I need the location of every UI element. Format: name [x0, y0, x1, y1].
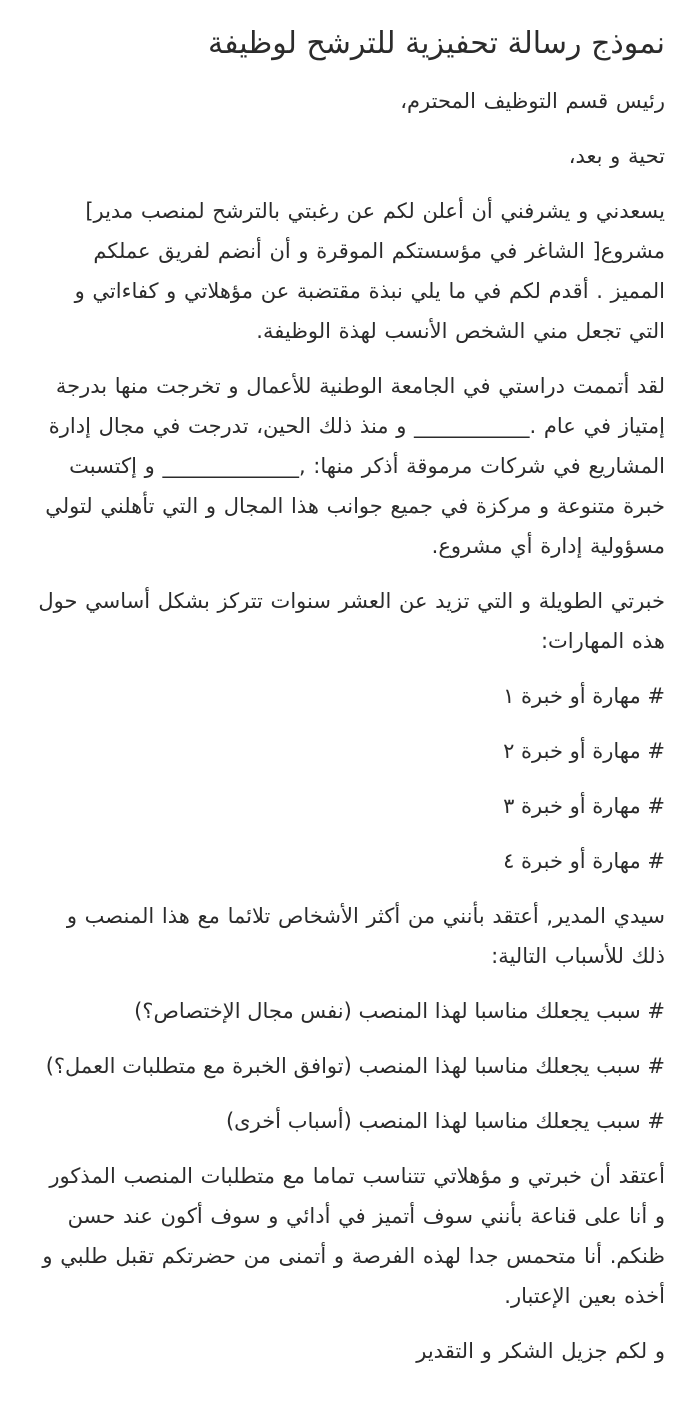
reason-item-2: # سبب يجعلك مناسبا لهذا المنصب (توافق الخبرة مع متطلبات العمل؟) [45, 1054, 665, 1078]
skill-item-1: # مهارة أو خبرة ١ [503, 684, 665, 708]
fit-intro-paragraph: سيدي المدير, أعتقد بأنني من أكثر الأشخاص تلائما مع هذا المنصب و ذلك للأسباب التالية: [66, 904, 665, 968]
reason-item-3: # سبب يجعلك مناسبا لهذا المنصب (أسباب أخرى) [225, 1109, 665, 1133]
skills-intro: خبرتي الطويلة و التي تزيد عن العشر سنوات تتركز بشكل أساسي حول هذه المهارات: [38, 589, 665, 653]
greeting-line: تحية و بعد، [568, 144, 665, 168]
reason-item-1: # سبب يجعلك مناسبا لهذا المنصب (نفس مجال الإختصاص؟) [134, 999, 665, 1023]
skill-item-2: # مهارة أو خبرة ٢ [503, 739, 665, 763]
closing-paragraph: أعتقد أن خبرتي و مؤهلاتي تتناسب تماما مع متطلبات المنصب المذكور و أنا على قناعة بأنني سوف أتميز في أدائي و سوف أكون عند حسن ظنكم. أنا متحمس جدا لهذه الفرصة و أتمنى من حضرتكم تقبل طلبي و أخذه بعين الإعتبار. [42, 1164, 665, 1308]
recipient-line: رئيس قسم التوظيف المحترم، [400, 89, 665, 113]
skill-item-3: # مهارة أو خبرة ٣ [503, 794, 665, 818]
signoff-line: و لكم جزيل الشكر و التقدير [416, 1339, 665, 1363]
education-paragraph: لقد أتممت دراستي في الجامعة الوطنية للأعمال و تخرجت منها بدرجة إمتياز في عام .___________ و منذ ذلك الحين، تدرجت في مجال إدارة المشاريع في شركات مرموقة أذكر منها: ,_____________ و إكتسبت خبرة متنوعة و مركزة في جميع جوانب هذا المجال و التي تأهلني لتولي مسؤولية إدارة أي مشروع. [45, 374, 665, 558]
page-title: نموذج رسالة تحفيزية للترشح لوظيفة [208, 26, 665, 61]
intro-paragraph: يسعدني و يشرفني أن أعلن لكم عن رغبتي بالترشح لمنصب مدير] مشروع[ الشاغر في مؤسستكم الموقرة و أن أنضم لفريق عملكم المميز . أقدم لكم في ما يلي نبذة مقتضبة عن مؤهلاتي و كفاءاتي و التي تجعل مني الشخص الأنسب لهذة الوظيفة. [74, 199, 665, 343]
skill-item-4: # مهارة أو خبرة ٤ [503, 849, 665, 873]
